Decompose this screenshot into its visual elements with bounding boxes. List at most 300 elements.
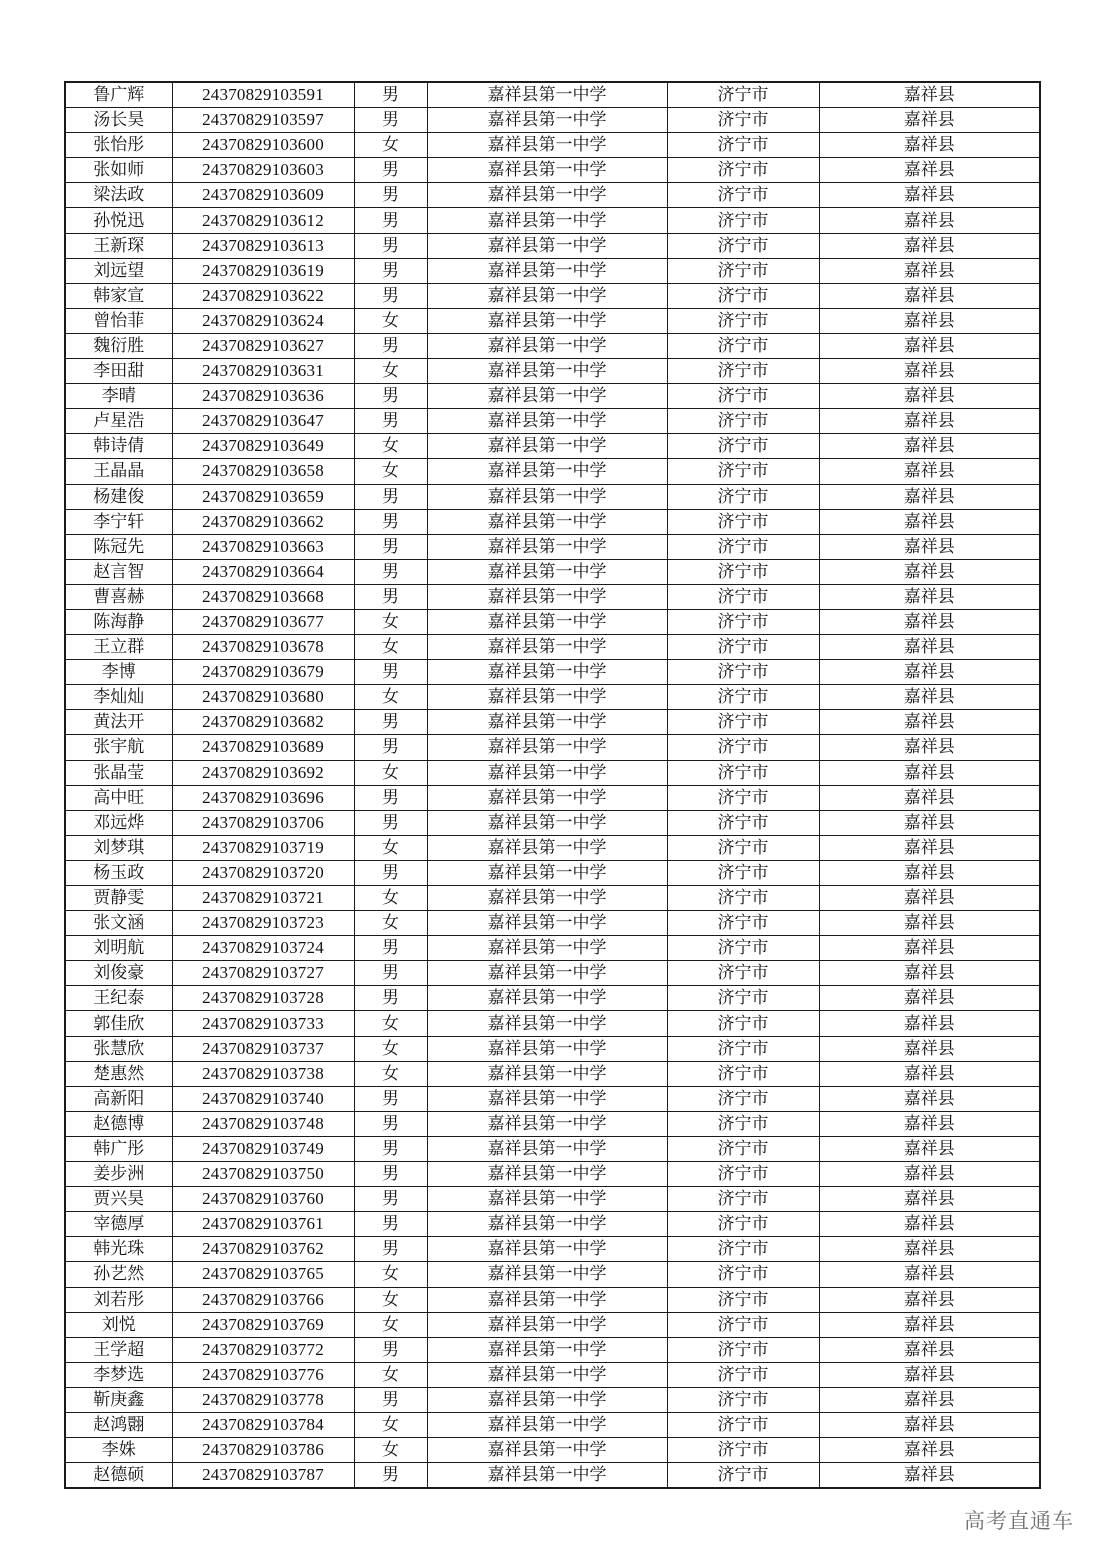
gender-cell: 男 [354, 158, 427, 183]
school-cell: 嘉祥县第一中学 [427, 1061, 667, 1086]
county-cell: 嘉祥县 [819, 785, 1040, 810]
school-cell: 嘉祥县第一中学 [427, 936, 667, 961]
city-cell: 济宁市 [667, 233, 819, 258]
gender-cell: 女 [354, 1061, 427, 1086]
table-row [65, 484, 1040, 509]
gender-cell: 男 [354, 1162, 427, 1187]
school-cell: 嘉祥县第一中学 [427, 1111, 667, 1136]
student-name-cell: 楚惠然 [65, 1061, 172, 1086]
table-row [65, 1337, 1040, 1362]
county-cell: 嘉祥县 [819, 1463, 1040, 1489]
school-cell: 嘉祥县第一中学 [427, 1362, 667, 1387]
table-row [65, 1061, 1040, 1086]
exam-number-cell: 24370829103658 [172, 459, 354, 484]
school-cell: 嘉祥县第一中学 [427, 986, 667, 1011]
county-cell: 嘉祥县 [819, 760, 1040, 785]
city-cell: 济宁市 [667, 484, 819, 509]
city-cell: 济宁市 [667, 308, 819, 333]
table-row [65, 810, 1040, 835]
table-row [65, 1111, 1040, 1136]
county-cell: 嘉祥县 [819, 1262, 1040, 1287]
school-cell: 嘉祥县第一中学 [427, 1162, 667, 1187]
exam-number-cell: 24370829103692 [172, 760, 354, 785]
gender-cell: 男 [354, 183, 427, 208]
student-name-cell: 王新琛 [65, 233, 172, 258]
student-name-cell: 刘俊豪 [65, 961, 172, 986]
gender-cell: 女 [354, 886, 427, 911]
exam-number-cell: 24370829103786 [172, 1438, 354, 1463]
exam-number-cell: 24370829103787 [172, 1463, 354, 1489]
table-row [65, 133, 1040, 158]
school-cell: 嘉祥县第一中学 [427, 1438, 667, 1463]
exam-number-cell: 24370829103760 [172, 1187, 354, 1212]
student-name-cell: 李晴 [65, 384, 172, 409]
student-name-cell: 高新阳 [65, 1086, 172, 1111]
student-name-cell: 李博 [65, 660, 172, 685]
city-cell: 济宁市 [667, 660, 819, 685]
table-row [65, 911, 1040, 936]
gender-cell: 男 [354, 1463, 427, 1489]
table-row [65, 886, 1040, 911]
exam-number-cell: 24370829103664 [172, 559, 354, 584]
county-cell: 嘉祥县 [819, 359, 1040, 384]
school-cell: 嘉祥县第一中学 [427, 1412, 667, 1437]
county-cell: 嘉祥县 [819, 1387, 1040, 1412]
student-name-cell: 李梦选 [65, 1362, 172, 1387]
table-row [65, 1011, 1040, 1036]
gender-cell: 男 [354, 283, 427, 308]
gender-cell: 男 [354, 785, 427, 810]
student-name-cell: 陈冠先 [65, 534, 172, 559]
table-row [65, 1237, 1040, 1262]
exam-number-cell: 24370829103680 [172, 685, 354, 710]
table-row [65, 685, 1040, 710]
student-name-cell: 卢星浩 [65, 409, 172, 434]
student-name-cell: 张慧欣 [65, 1036, 172, 1061]
gender-cell: 女 [354, 459, 427, 484]
table-row [65, 785, 1040, 810]
school-cell: 嘉祥县第一中学 [427, 484, 667, 509]
county-cell: 嘉祥县 [819, 1287, 1040, 1312]
gender-cell: 男 [354, 333, 427, 358]
school-cell: 嘉祥县第一中学 [427, 1212, 667, 1237]
city-cell: 济宁市 [667, 1463, 819, 1489]
exam-number-cell: 24370829103761 [172, 1212, 354, 1237]
gender-cell: 男 [354, 559, 427, 584]
gender-cell: 男 [354, 384, 427, 409]
student-name-cell: 刘若彤 [65, 1287, 172, 1312]
gender-cell: 男 [354, 986, 427, 1011]
table-row [65, 660, 1040, 685]
school-cell: 嘉祥县第一中学 [427, 835, 667, 860]
county-cell: 嘉祥县 [819, 1412, 1040, 1437]
student-name-cell: 韩家宣 [65, 283, 172, 308]
exam-number-cell: 24370829103762 [172, 1237, 354, 1262]
table-row [65, 1362, 1040, 1387]
table-row [65, 1387, 1040, 1412]
city-cell: 济宁市 [667, 635, 819, 660]
exam-number-cell: 24370829103733 [172, 1011, 354, 1036]
city-cell: 济宁市 [667, 333, 819, 358]
table-row [65, 384, 1040, 409]
county-cell: 嘉祥县 [819, 384, 1040, 409]
table-row [65, 1463, 1040, 1489]
student-name-cell: 鲁广辉 [65, 82, 172, 108]
city-cell: 济宁市 [667, 409, 819, 434]
school-cell: 嘉祥县第一中学 [427, 283, 667, 308]
gender-cell: 男 [354, 1387, 427, 1412]
school-cell: 嘉祥县第一中学 [427, 1387, 667, 1412]
county-cell: 嘉祥县 [819, 1136, 1040, 1161]
school-cell: 嘉祥县第一中学 [427, 434, 667, 459]
county-cell: 嘉祥县 [819, 283, 1040, 308]
exam-number-cell: 24370829103668 [172, 584, 354, 609]
city-cell: 济宁市 [667, 1387, 819, 1412]
gender-cell: 女 [354, 1262, 427, 1287]
exam-number-cell: 24370829103723 [172, 911, 354, 936]
gender-cell: 女 [354, 635, 427, 660]
county-cell: 嘉祥县 [819, 635, 1040, 660]
table-row [65, 258, 1040, 283]
county-cell: 嘉祥县 [819, 509, 1040, 534]
student-name-cell: 赵德硕 [65, 1463, 172, 1489]
student-name-cell: 宰德厚 [65, 1212, 172, 1237]
school-cell: 嘉祥县第一中学 [427, 760, 667, 785]
table-row [65, 82, 1040, 108]
school-cell: 嘉祥县第一中学 [427, 1463, 667, 1489]
city-cell: 济宁市 [667, 1086, 819, 1111]
gender-cell: 女 [354, 1438, 427, 1463]
student-roster-table [64, 81, 1041, 1489]
gender-cell: 男 [354, 409, 427, 434]
school-cell: 嘉祥县第一中学 [427, 333, 667, 358]
student-name-cell: 高中旺 [65, 785, 172, 810]
exam-number-cell: 24370829103624 [172, 308, 354, 333]
student-name-cell: 赵鸿翾 [65, 1412, 172, 1437]
city-cell: 济宁市 [667, 886, 819, 911]
exam-number-cell: 24370829103737 [172, 1036, 354, 1061]
table-row [65, 183, 1040, 208]
city-cell: 济宁市 [667, 785, 819, 810]
exam-number-cell: 24370829103750 [172, 1162, 354, 1187]
table-row [65, 1162, 1040, 1187]
watermark-text: 高考直通车 [964, 1509, 1074, 1533]
city-cell: 济宁市 [667, 936, 819, 961]
table-row [65, 509, 1040, 534]
table-row [65, 1412, 1040, 1437]
exam-number-cell: 24370829103721 [172, 886, 354, 911]
school-cell: 嘉祥县第一中学 [427, 1011, 667, 1036]
table-row [65, 1212, 1040, 1237]
county-cell: 嘉祥县 [819, 986, 1040, 1011]
exam-number-cell: 24370829103631 [172, 359, 354, 384]
student-name-cell: 黄法开 [65, 710, 172, 735]
exam-number-cell: 24370829103769 [172, 1312, 354, 1337]
city-cell: 济宁市 [667, 359, 819, 384]
table-row [65, 584, 1040, 609]
exam-number-cell: 24370829103776 [172, 1362, 354, 1387]
exam-number-cell: 24370829103748 [172, 1111, 354, 1136]
county-cell: 嘉祥县 [819, 961, 1040, 986]
gender-cell: 男 [354, 961, 427, 986]
gender-cell: 男 [354, 1136, 427, 1161]
city-cell: 济宁市 [667, 760, 819, 785]
city-cell: 济宁市 [667, 1187, 819, 1212]
gender-cell: 女 [354, 1011, 427, 1036]
exam-number-cell: 24370829103706 [172, 810, 354, 835]
city-cell: 济宁市 [667, 534, 819, 559]
city-cell: 济宁市 [667, 108, 819, 133]
city-cell: 济宁市 [667, 1162, 819, 1187]
table-row [65, 208, 1040, 233]
city-cell: 济宁市 [667, 710, 819, 735]
exam-number-cell: 24370829103600 [172, 133, 354, 158]
table-row [65, 459, 1040, 484]
student-name-cell: 梁法政 [65, 183, 172, 208]
exam-number-cell: 24370829103778 [172, 1387, 354, 1412]
exam-number-cell: 24370829103738 [172, 1061, 354, 1086]
city-cell: 济宁市 [667, 1262, 819, 1287]
exam-number-cell: 24370829103740 [172, 1086, 354, 1111]
city-cell: 济宁市 [667, 1312, 819, 1337]
student-name-cell: 王纪泰 [65, 986, 172, 1011]
table-row [65, 1262, 1040, 1287]
school-cell: 嘉祥县第一中学 [427, 785, 667, 810]
county-cell: 嘉祥县 [819, 484, 1040, 509]
gender-cell: 男 [354, 1111, 427, 1136]
gender-cell: 女 [354, 760, 427, 785]
student-name-cell: 陈海静 [65, 609, 172, 634]
county-cell: 嘉祥县 [819, 835, 1040, 860]
city-cell: 济宁市 [667, 584, 819, 609]
gender-cell: 男 [354, 1086, 427, 1111]
gender-cell: 女 [354, 685, 427, 710]
city-cell: 济宁市 [667, 1412, 819, 1437]
student-name-cell: 张如师 [65, 158, 172, 183]
school-cell: 嘉祥县第一中学 [427, 710, 667, 735]
city-cell: 济宁市 [667, 835, 819, 860]
county-cell: 嘉祥县 [819, 1061, 1040, 1086]
table-row [65, 359, 1040, 384]
table-row [65, 1312, 1040, 1337]
city-cell: 济宁市 [667, 986, 819, 1011]
student-name-cell: 孙悦迅 [65, 208, 172, 233]
gender-cell: 男 [354, 660, 427, 685]
table-row [65, 1136, 1040, 1161]
city-cell: 济宁市 [667, 1287, 819, 1312]
school-cell: 嘉祥县第一中学 [427, 1136, 667, 1161]
table-row [65, 609, 1040, 634]
school-cell: 嘉祥县第一中学 [427, 860, 667, 885]
county-cell: 嘉祥县 [819, 735, 1040, 760]
city-cell: 济宁市 [667, 158, 819, 183]
table-row [65, 710, 1040, 735]
school-cell: 嘉祥县第一中学 [427, 1036, 667, 1061]
student-name-cell: 贾静雯 [65, 886, 172, 911]
student-name-cell: 杨建俊 [65, 484, 172, 509]
exam-number-cell: 24370829103766 [172, 1287, 354, 1312]
student-name-cell: 刘远望 [65, 258, 172, 283]
gender-cell: 男 [354, 860, 427, 885]
exam-number-cell: 24370829103679 [172, 660, 354, 685]
county-cell: 嘉祥县 [819, 1162, 1040, 1187]
exam-number-cell: 24370829103619 [172, 258, 354, 283]
city-cell: 济宁市 [667, 434, 819, 459]
exam-number-cell: 24370829103728 [172, 986, 354, 1011]
county-cell: 嘉祥县 [819, 810, 1040, 835]
school-cell: 嘉祥县第一中学 [427, 108, 667, 133]
city-cell: 济宁市 [667, 82, 819, 108]
county-cell: 嘉祥县 [819, 609, 1040, 634]
student-name-cell: 王晶晶 [65, 459, 172, 484]
roster-body [65, 82, 1040, 1488]
county-cell: 嘉祥县 [819, 233, 1040, 258]
table-row [65, 308, 1040, 333]
table-row [65, 835, 1040, 860]
county-cell: 嘉祥县 [819, 108, 1040, 133]
student-name-cell: 曾怡菲 [65, 308, 172, 333]
exam-number-cell: 24370829103749 [172, 1136, 354, 1161]
gender-cell: 女 [354, 1362, 427, 1387]
gender-cell: 女 [354, 609, 427, 634]
table-row [65, 333, 1040, 358]
school-cell: 嘉祥县第一中学 [427, 82, 667, 108]
county-cell: 嘉祥县 [819, 860, 1040, 885]
student-name-cell: 韩光珠 [65, 1237, 172, 1262]
city-cell: 济宁市 [667, 1212, 819, 1237]
student-name-cell: 杨玉政 [65, 860, 172, 885]
school-cell: 嘉祥县第一中学 [427, 409, 667, 434]
student-name-cell: 张文涵 [65, 911, 172, 936]
county-cell: 嘉祥县 [819, 333, 1040, 358]
county-cell: 嘉祥县 [819, 1337, 1040, 1362]
county-cell: 嘉祥县 [819, 685, 1040, 710]
exam-number-cell: 24370829103649 [172, 434, 354, 459]
city-cell: 济宁市 [667, 384, 819, 409]
student-name-cell: 李宁轩 [65, 509, 172, 534]
gender-cell: 男 [354, 936, 427, 961]
gender-cell: 女 [354, 911, 427, 936]
gender-cell: 男 [354, 1237, 427, 1262]
exam-number-cell: 24370829103663 [172, 534, 354, 559]
exam-number-cell: 24370829103659 [172, 484, 354, 509]
gender-cell: 女 [354, 308, 427, 333]
table-row [65, 559, 1040, 584]
table-row [65, 635, 1040, 660]
exam-number-cell: 24370829103627 [172, 333, 354, 358]
gender-cell: 男 [354, 584, 427, 609]
school-cell: 嘉祥县第一中学 [427, 685, 667, 710]
exam-number-cell: 24370829103724 [172, 936, 354, 961]
city-cell: 济宁市 [667, 1011, 819, 1036]
table-row [65, 158, 1040, 183]
gender-cell: 男 [354, 233, 427, 258]
student-name-cell: 魏衍胜 [65, 333, 172, 358]
gender-cell: 女 [354, 1036, 427, 1061]
school-cell: 嘉祥县第一中学 [427, 635, 667, 660]
school-cell: 嘉祥县第一中学 [427, 584, 667, 609]
exam-number-cell: 24370829103591 [172, 82, 354, 108]
county-cell: 嘉祥县 [819, 208, 1040, 233]
county-cell: 嘉祥县 [819, 409, 1040, 434]
table-row [65, 1187, 1040, 1212]
gender-cell: 男 [354, 208, 427, 233]
gender-cell: 女 [354, 359, 427, 384]
school-cell: 嘉祥县第一中学 [427, 208, 667, 233]
school-cell: 嘉祥县第一中学 [427, 534, 667, 559]
county-cell: 嘉祥县 [819, 911, 1040, 936]
county-cell: 嘉祥县 [819, 1438, 1040, 1463]
school-cell: 嘉祥县第一中学 [427, 810, 667, 835]
school-cell: 嘉祥县第一中学 [427, 359, 667, 384]
school-cell: 嘉祥县第一中学 [427, 1086, 667, 1111]
student-name-cell: 孙艺然 [65, 1262, 172, 1287]
exam-number-cell: 24370829103636 [172, 384, 354, 409]
city-cell: 济宁市 [667, 509, 819, 534]
table-row [65, 1086, 1040, 1111]
city-cell: 济宁市 [667, 961, 819, 986]
gender-cell: 男 [354, 810, 427, 835]
county-cell: 嘉祥县 [819, 936, 1040, 961]
exam-number-cell: 24370829103609 [172, 183, 354, 208]
table-row [65, 409, 1040, 434]
school-cell: 嘉祥县第一中学 [427, 133, 667, 158]
student-name-cell: 韩广彤 [65, 1136, 172, 1161]
exam-number-cell: 24370829103613 [172, 233, 354, 258]
county-cell: 嘉祥县 [819, 1036, 1040, 1061]
school-cell: 嘉祥县第一中学 [427, 1237, 667, 1262]
school-cell: 嘉祥县第一中学 [427, 183, 667, 208]
student-name-cell: 刘悦 [65, 1312, 172, 1337]
school-cell: 嘉祥县第一中学 [427, 886, 667, 911]
student-name-cell: 郭佳欣 [65, 1011, 172, 1036]
city-cell: 济宁市 [667, 860, 819, 885]
city-cell: 济宁市 [667, 609, 819, 634]
county-cell: 嘉祥县 [819, 1362, 1040, 1387]
table-row [65, 1287, 1040, 1312]
student-name-cell: 刘明航 [65, 936, 172, 961]
gender-cell: 男 [354, 108, 427, 133]
gender-cell: 男 [354, 1187, 427, 1212]
gender-cell: 女 [354, 434, 427, 459]
gender-cell: 男 [354, 735, 427, 760]
exam-number-cell: 24370829103772 [172, 1337, 354, 1362]
county-cell: 嘉祥县 [819, 1212, 1040, 1237]
school-cell: 嘉祥县第一中学 [427, 1187, 667, 1212]
table-row [65, 434, 1040, 459]
student-name-cell: 曹喜赫 [65, 584, 172, 609]
table-row [65, 1036, 1040, 1061]
city-cell: 济宁市 [667, 1237, 819, 1262]
school-cell: 嘉祥县第一中学 [427, 1262, 667, 1287]
county-cell: 嘉祥县 [819, 133, 1040, 158]
school-cell: 嘉祥县第一中学 [427, 559, 667, 584]
school-cell: 嘉祥县第一中学 [427, 1337, 667, 1362]
student-name-cell: 靳庚鑫 [65, 1387, 172, 1412]
county-cell: 嘉祥县 [819, 158, 1040, 183]
gender-cell: 男 [354, 484, 427, 509]
school-cell: 嘉祥县第一中学 [427, 911, 667, 936]
school-cell: 嘉祥县第一中学 [427, 609, 667, 634]
school-cell: 嘉祥县第一中学 [427, 961, 667, 986]
student-name-cell: 李姝 [65, 1438, 172, 1463]
county-cell: 嘉祥县 [819, 183, 1040, 208]
gender-cell: 女 [354, 835, 427, 860]
city-cell: 济宁市 [667, 685, 819, 710]
county-cell: 嘉祥县 [819, 559, 1040, 584]
student-name-cell: 汤长昊 [65, 108, 172, 133]
school-cell: 嘉祥县第一中学 [427, 509, 667, 534]
